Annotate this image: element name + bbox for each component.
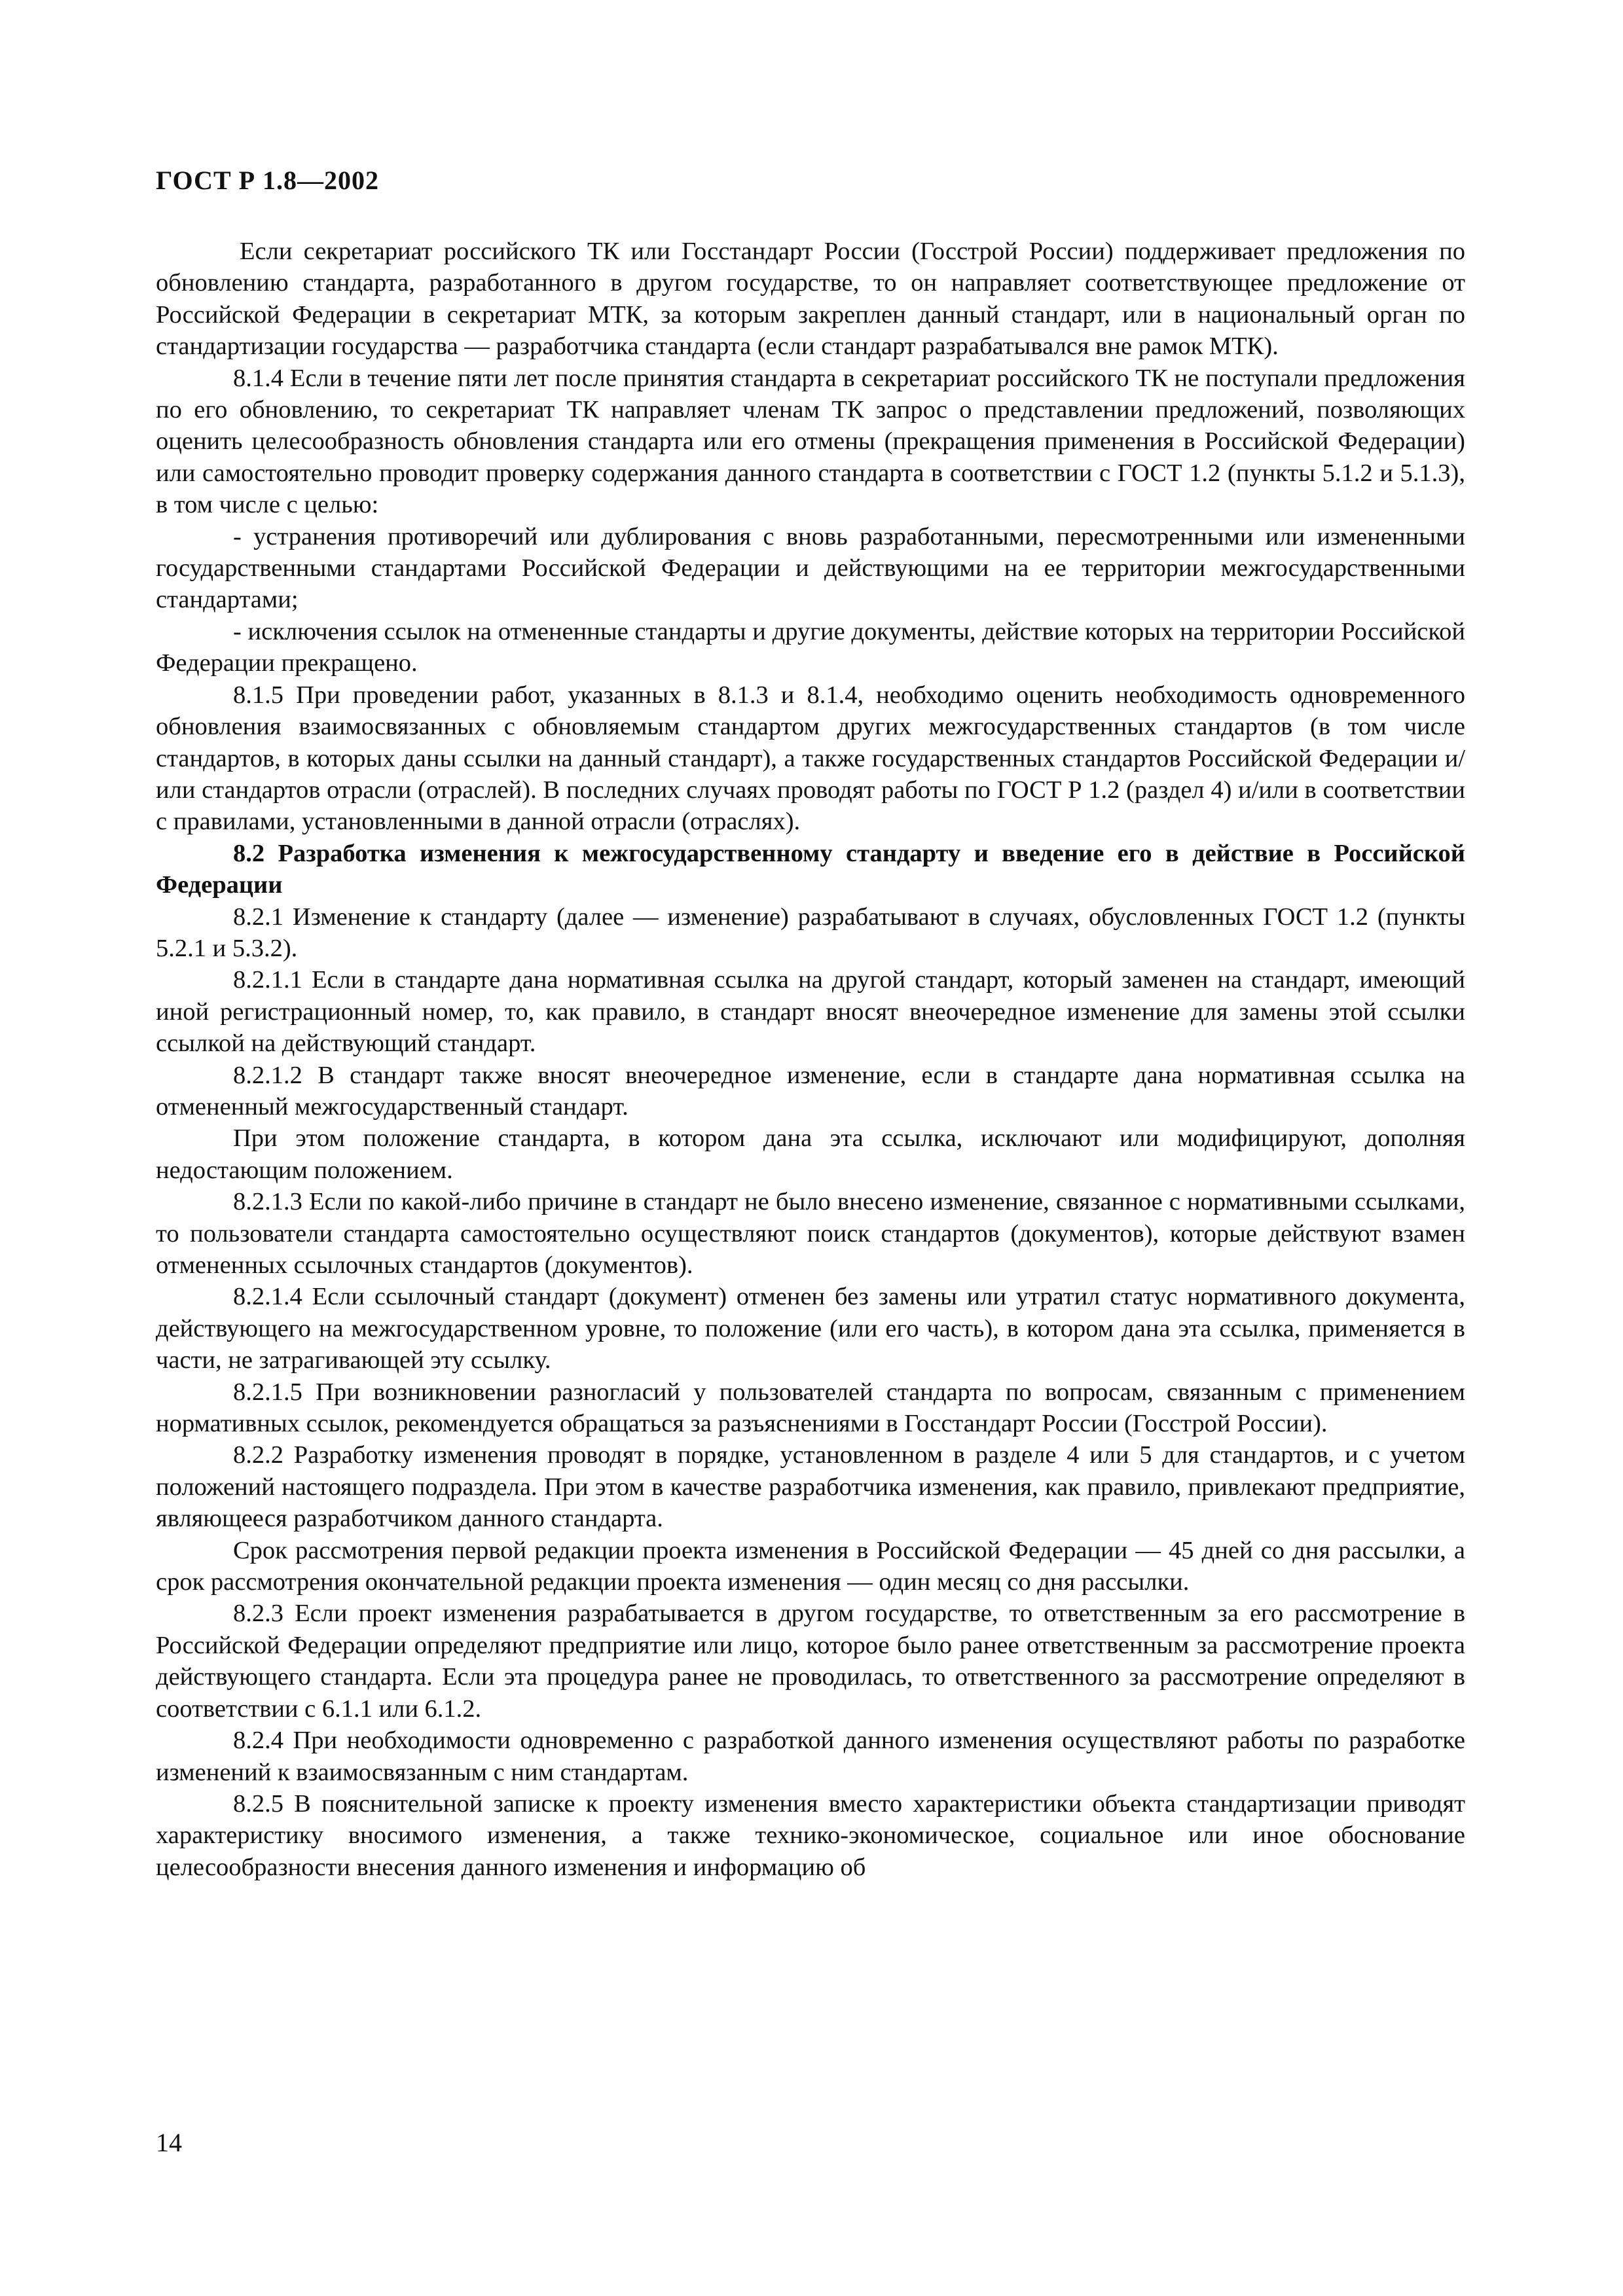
paragraph-secretariat-proposal: Если секретариат российского ТК или Госстандарт России (Госстрой России) поддерживает предложения по обновлению стандарта, разработанного в другом государстве, то он направляет соответствующее предложение от Российской Федерации в секретариат МТК, за которым закреплен данный стандарт, или в национальный орган по стандартизации государства — разработчика стандарта (если стандарт разрабатывался вне рамок МТК). bbox=[156, 238, 1465, 361]
paragraph-8-1-5: 8.1.5 При проведении работ, указанных в 8.1.3 и 8.1.4, необходимо оценить необходимость одновременного обновления взаимосвязанных с обновляемым стандартом других межгосударственных стандартов (в том числе стандартов, в которых даны ссылки на данный стандарт), а также государственных стандартов Российской Федерации и/или стандартов отрасли (отраслей). В последних случаях проводят работы по ГОСТ Р 1.2 (раздел 4) и/или в соответствии с правилами, установленными в данной отрасли (отраслях). bbox=[156, 681, 1465, 836]
paragraph-8-2-2: 8.2.2 Разработку изменения проводят в порядке, установленном в разделе 4 или 5 для стандартов, и с учетом положений настоящего подраздела. При этом в качестве разработчика изменения, как правило, привлекают предприятие, являющееся разработчиком данного стандарта. bbox=[156, 1441, 1465, 1533]
paragraph-8-2-1-4: 8.2.1.4 Если ссылочный стандарт (документ) отменен без замены или утратил статус нормативного документа, действующего на межгосударственном уровне, то положение (или его часть), в котором дана эта ссылка, применяется в части, не затрагивающей эту ссылку. bbox=[156, 1283, 1465, 1374]
list-item-eliminate-contradictions: - устранения противоречий или дублирования с вновь разработанными, пересмотренными или измененными государственными стандартами Российской Федерации и действующими на ее территории межгосударственными стандартами; bbox=[156, 522, 1465, 614]
paragraph-8-2-1-1: 8.2.1.1 Если в стандарте дана нормативная ссылка на другой стандарт, который заменен на стандарт, имеющий иной регистрационный номер, то, как правило, в стандарт вносят внеочередное изменение для замены этой ссылки ссылкой на действующий стандарт. bbox=[156, 966, 1465, 1058]
section-heading-8-2: 8.2 Разработка изменения к межгосударственному стандарту и введение его в действие в Российской Федерации bbox=[156, 839, 1465, 899]
paragraph-8-2-1-2: 8.2.1.2 В стандарт также вносят внеочередное изменение, если в стандарте дана нормативная ссылка на отмененный межгосударственный стандарт. bbox=[156, 1061, 1465, 1121]
paragraph-8-2-3: 8.2.3 Если проект изменения разрабатывается в другом государстве, то ответственным за его рассмотрение в Российской Федерации определяют предприятие или лицо, которое было ранее ответственным за рассмотрение проекта действующего стандарта. Если эта процедура ранее не проводилась, то ответственного за рассмотрение определяют в соответствии с 6.1.1 или 6.1.2. bbox=[156, 1600, 1465, 1723]
paragraph-review-period: Срок рассмотрения первой редакции проекта изменения в Российской Федерации — 45 дней со дня рассылки, а срок рассмотрения окончательной редакции проекта изменения — один месяц со дня рассылки. bbox=[156, 1536, 1465, 1596]
paragraph-8-2-4: 8.2.4 При необходимости одновременно с разработкой данного изменения осуществляют работы по разработке изменений к взаимосвязанным с ним стандартам. bbox=[156, 1727, 1465, 1786]
paragraph-8-1-4: 8.1.4 Если в течение пяти лет после принятия стандарта в секретариат российского ТК не поступали предложения по его обновлению, то секретариат ТК направляет членам ТК запрос о представлении предложений, позволяющих оценить целесообразность обновления стандарта или его отмены (прекращения применения в Российской Федерации) или самостоятельно проводит проверку содержания данного стандарта в соответствии с ГОСТ 1.2 (пункты 5.1.2 и 5.1.3), в том числе с целью: bbox=[156, 364, 1465, 519]
page-number: 14 bbox=[156, 2128, 182, 2157]
document-body bbox=[156, 236, 1465, 1883]
list-item-exclude-references: - исключения ссылок на отмененные стандарты и другие документы, действие которых на территории Российской Федерации прекращено. bbox=[156, 617, 1465, 677]
paragraph-8-2-5: 8.2.5 В пояснительной записке к проекту изменения вместо характеристики объекта стандартизации приводят характеристику вносимого изменения, а также технико-экономическое, социальное или иное обоснование целесообразности внесения данного изменения и информацию об bbox=[156, 1789, 1465, 1881]
paragraph-8-2-1-3: 8.2.1.3 Если по какой-либо причине в стандарт не было внесено изменение, связанное с нормативными ссылками, то пользователи стандарта самостоятельно осуществляют поиск стандартов (документов), которые действуют взамен отмененных ссылочных стандартов (документов). bbox=[156, 1188, 1465, 1279]
document-code-header: ГОСТ Р 1.8—2002 bbox=[156, 166, 380, 195]
paragraph-modification-note: При этом положение стандарта, в котором дана эта ссылка, исключают или модифицируют, дополняя недостающим положением. bbox=[156, 1124, 1465, 1184]
paragraph-8-2-1-5: 8.2.1.5 При возникновении разногласий у пользователей стандарта по вопросам, связанным с применением нормативных ссылок, рекомендуется обращаться за разъяснениями в Госстандарт России (Госстрой России). bbox=[156, 1378, 1465, 1438]
paragraph-8-2-1: 8.2.1 Изменение к стандарту (далее — изменение) разрабатывают в случаях, обусловленных ГОСТ 1.2 (пункты 5.2.1 и 5.3.2). bbox=[156, 903, 1465, 962]
